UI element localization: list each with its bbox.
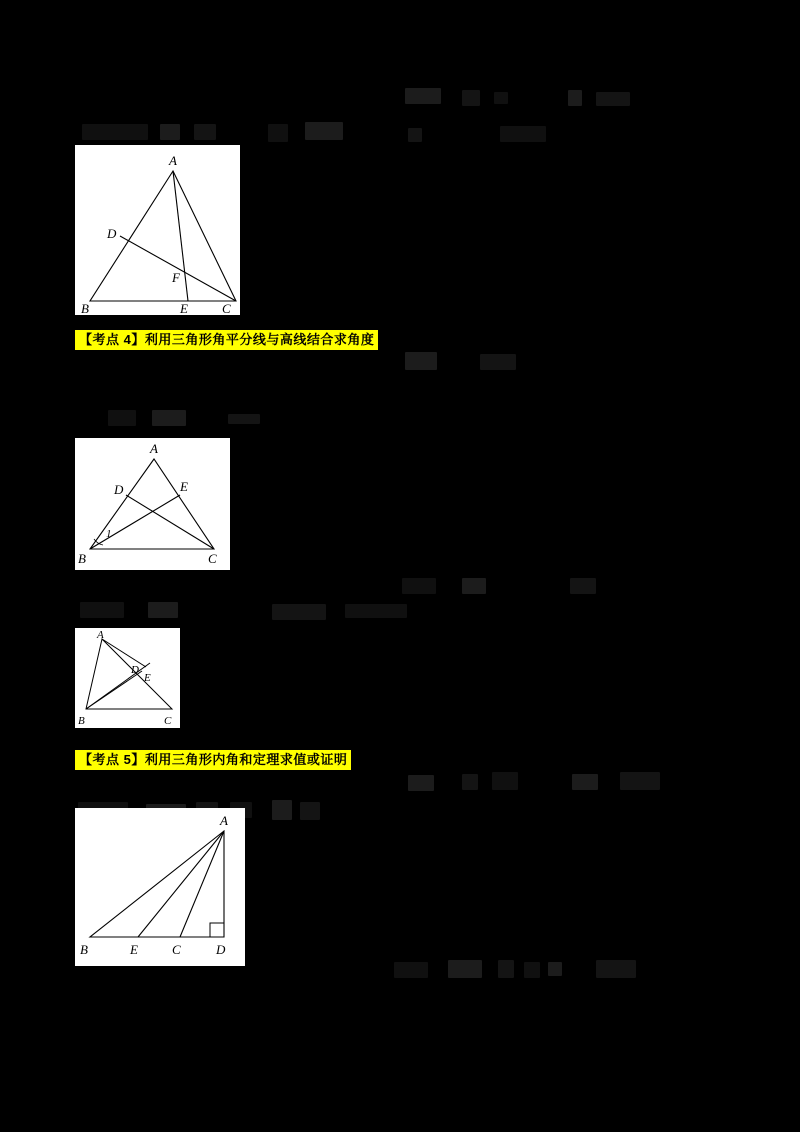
obscured-text-mark <box>524 962 540 978</box>
obscured-text-mark <box>570 578 596 594</box>
label-F: F <box>172 270 180 285</box>
obscured-text-mark <box>492 772 518 790</box>
label-C: C <box>164 715 172 727</box>
obscured-text-mark <box>480 354 516 370</box>
label-A: A <box>169 153 177 168</box>
label-D: D <box>216 942 226 957</box>
obscured-text-mark <box>408 775 434 791</box>
obscured-text-mark <box>82 124 148 140</box>
obscured-text-mark <box>498 960 514 978</box>
obscured-text-mark <box>596 92 630 106</box>
obscured-text-mark <box>500 126 546 142</box>
label-B: B <box>78 715 85 727</box>
label-angle-1: 1 <box>106 528 112 540</box>
label-C: C <box>222 301 231 314</box>
obscured-text-mark <box>405 352 437 370</box>
label-D: D <box>107 226 117 241</box>
obscured-text-mark <box>108 410 136 426</box>
obscured-text-mark <box>402 578 436 594</box>
obscured-text-mark <box>462 578 486 594</box>
obscured-text-mark <box>568 90 582 106</box>
label-E: E <box>180 479 188 494</box>
label-B: B <box>78 551 86 566</box>
obscured-text-mark <box>448 960 482 978</box>
obscured-text-mark <box>272 800 292 820</box>
obscured-text-mark <box>160 124 180 140</box>
label-E: E <box>130 942 138 957</box>
heading-kaodian-4: 【考点 4】利用三角形角平分线与高线结合求角度 <box>75 330 378 350</box>
label-B: B <box>80 942 88 957</box>
obscured-text-mark <box>268 124 288 142</box>
obscured-text-mark <box>152 410 186 426</box>
obscured-text-mark <box>405 88 441 104</box>
obscured-text-mark <box>394 962 428 978</box>
obscured-text-mark <box>300 802 320 820</box>
label-D: D <box>131 664 139 676</box>
label-B: B <box>81 301 89 314</box>
label-C: C <box>172 942 181 957</box>
obscured-text-mark <box>305 122 343 140</box>
figure-3-svg <box>76 629 179 727</box>
obscured-text-mark <box>194 124 216 140</box>
obscured-text-mark <box>462 774 478 790</box>
label-A: A <box>150 441 158 456</box>
obscured-text-mark <box>596 960 636 978</box>
figure-2-svg <box>76 439 229 569</box>
figure-right-triangle-abd-cevians <box>75 808 245 966</box>
label-D: D <box>114 482 124 497</box>
figure-1-svg <box>76 146 239 314</box>
heading-kaodian-5: 【考点 5】利用三角形内角和定理求值或证明 <box>75 750 351 770</box>
obscured-text-mark <box>572 774 598 790</box>
figure-triangle-abc-small-de <box>75 628 180 728</box>
label-E: E <box>180 301 188 314</box>
obscured-text-mark <box>408 128 422 142</box>
obscured-text-mark <box>228 414 260 424</box>
obscured-text-mark <box>148 602 178 618</box>
obscured-text-mark <box>620 772 660 790</box>
label-A: A <box>220 813 228 828</box>
label-E: E <box>144 672 151 684</box>
label-A: A <box>97 629 104 641</box>
obscured-text-mark <box>548 962 562 976</box>
obscured-text-mark <box>494 92 508 104</box>
label-C: C <box>208 551 217 566</box>
obscured-text-mark <box>80 602 124 618</box>
figure-triangle-abc-angle-bisectors <box>75 438 230 570</box>
obscured-text-mark <box>272 604 326 620</box>
figure-triangle-abc-cevians <box>75 145 240 315</box>
figure-4-svg <box>76 809 244 965</box>
obscured-text-mark <box>462 90 480 106</box>
obscured-text-mark <box>345 604 407 618</box>
